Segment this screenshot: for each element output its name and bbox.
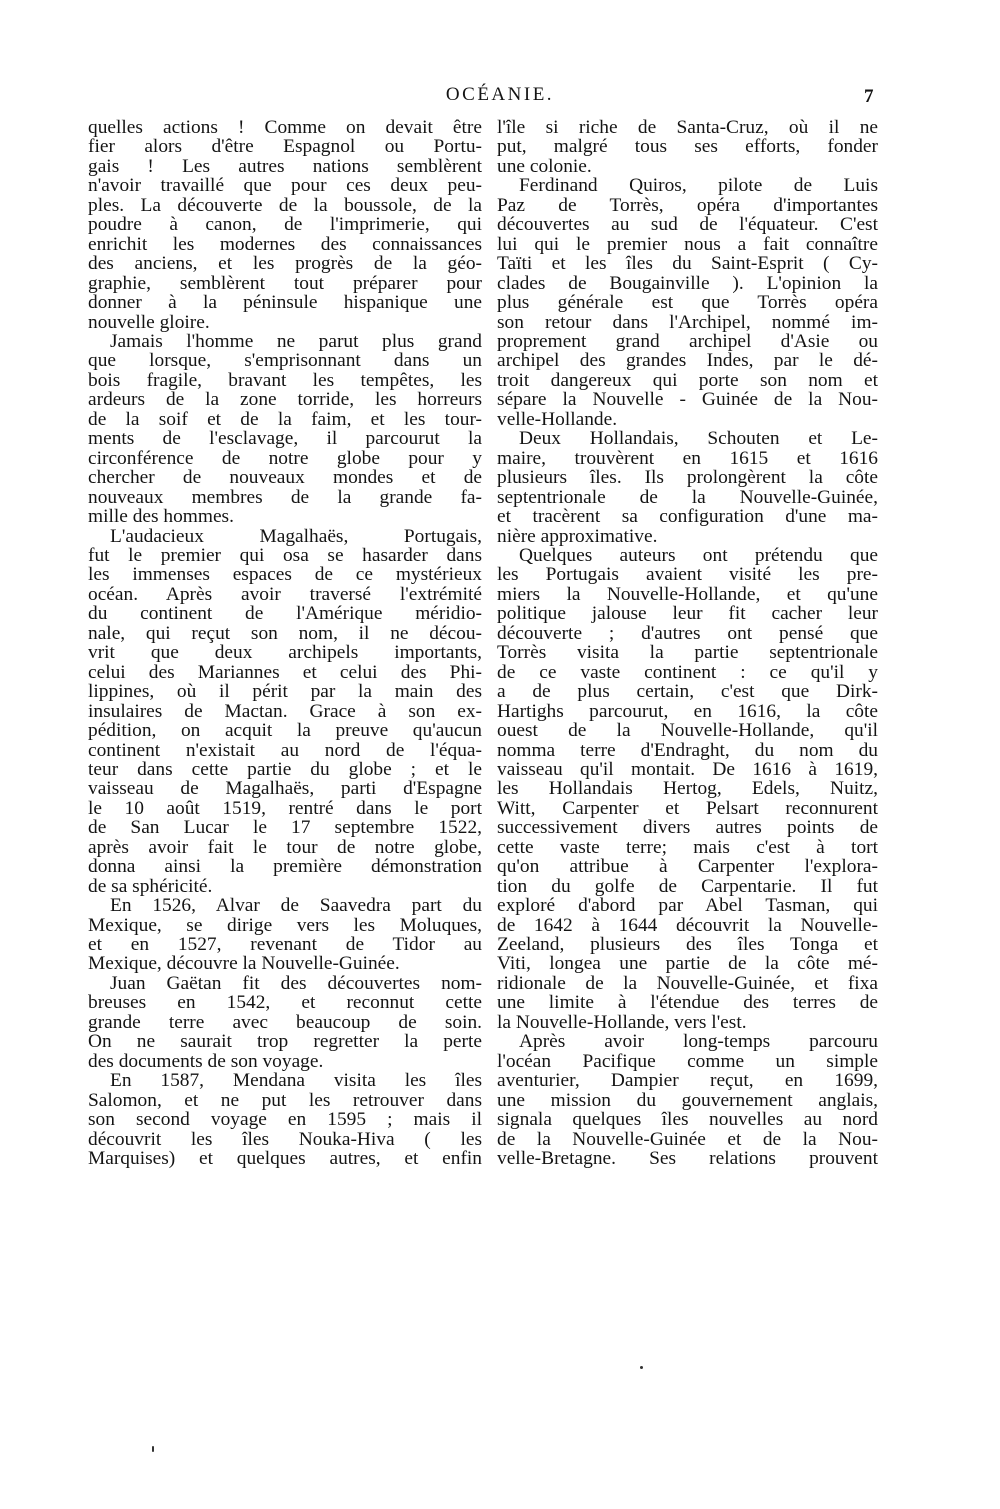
text-line: l'île si riche de Santa-Cruz, où il ne	[497, 117, 878, 138]
text-line: de sa sphéricité.	[88, 875, 213, 897]
text-line: celui des Mariannes et celui des Phi-	[88, 661, 482, 683]
text-line: découverte ; d'autres ont pensé que	[497, 622, 878, 644]
text-line: du continent de l'Amérique méridio-	[88, 603, 482, 625]
text-line: le 10 août 1519, rentré dans le port	[88, 797, 482, 819]
text-line: velle-Bretagne. Ses relations prouvent	[497, 1148, 878, 1170]
text-line: ouest de la Nouvelle-Hollande, qu'il	[497, 720, 878, 742]
text-line: des anciens, et les progrès de la géo-	[88, 253, 482, 275]
text-line: put, malgré tous ses efforts, fonder	[497, 136, 878, 158]
text-line: continent n'existait au nord de l'équa-	[88, 739, 482, 761]
left-text-column	[88, 118, 482, 1168]
text-line: et tracèrent sa configuration d'une ma-	[497, 506, 878, 528]
text-line: miers la Nouvelle-Hollande, et qu'une	[497, 583, 878, 605]
text-line: L'audacieux Magalhaës, Portugais,	[110, 525, 482, 547]
text-line: la Nouvelle-Hollande, vers l'est.	[497, 1011, 747, 1033]
text-line: a de plus certain, c'est que Dirk-	[497, 681, 878, 703]
text-line: océan. Après avoir traversé l'extrémité	[88, 583, 482, 605]
text-line: Mexique, découvre la Nouvelle-Guinée.	[88, 953, 400, 975]
text-line: proprement grand archipel d'Asie ou	[497, 330, 878, 352]
text-line: nale, qui reçut son nom, il ne décou-	[88, 622, 482, 644]
text-line: lui qui le premier nous a fait connaître	[497, 233, 878, 255]
text-line: lippines, où il périt par la main des	[88, 681, 482, 703]
text-line: aventurier, Dampier reçut, en 1699,	[497, 1070, 878, 1092]
text-line: ridionale de la Nouvelle-Guinée, et fixa	[497, 972, 878, 994]
text-line: troit dangereux qui porte son nom et	[497, 369, 878, 391]
text-line: n'avoir travaillé que pour ces deux peu-	[88, 175, 482, 197]
text-line: et en 1527, revenant de Tidor au	[88, 934, 482, 956]
text-line: ples. La découverte de la boussole, de la	[88, 194, 482, 216]
text-line: poudre à canon, de l'imprimerie, qui	[88, 214, 482, 236]
text-line: Quelques auteurs ont prétendu que	[519, 544, 878, 566]
text-line: signala quelques îles nouvelles au nord	[497, 1109, 878, 1131]
text-line: les Hollandais Hertog, Edels, Nuitz,	[497, 778, 878, 800]
text-line: Viti, longea une partie de la côte mé-	[497, 953, 878, 975]
text-line: Juan Gaëtan fit des découvertes nom-	[110, 972, 482, 994]
text-line: de la soif et de la faim, et les tour-	[88, 408, 482, 430]
running-title: OCÉANIE.	[445, 84, 555, 105]
text-line: exploré d'abord par Abel Tasman, qui	[497, 895, 878, 917]
text-line: vaisseau qu'il montait. De 1616 à 1619,	[497, 758, 878, 780]
text-line: l'océan Pacifique comme un simple	[497, 1050, 878, 1072]
text-line: Deux Hollandais, Schouten et Le-	[519, 428, 878, 450]
text-line: découvrit les îles Nouka-Hiva ( les	[88, 1128, 482, 1150]
text-line: politique jalouse leur fit cacher leur	[497, 603, 878, 625]
text-line: nière approximative.	[497, 525, 658, 547]
text-line: Zeeland, plusieurs des îles Tonga et	[497, 934, 878, 956]
text-line: enrichit les modernes des connaissances	[88, 233, 482, 255]
text-line: clades de Bougainville ). L'opinion la	[497, 272, 878, 294]
text-line: donna ainsi la première démonstration	[88, 856, 482, 878]
text-line: Mexique, se dirige vers les Moluques,	[88, 914, 482, 936]
text-line: Salomon, et ne put les retrouver dans	[88, 1089, 482, 1111]
text-line: nouvelle gloire.	[88, 311, 210, 333]
text-line: donner à la péninsule hispanique une	[88, 292, 482, 314]
text-line: sépare la Nouvelle - Guinée de la Nou-	[497, 389, 878, 411]
text-line: que lorsque, s'emprisonnant dans un	[88, 350, 482, 372]
text-line: quelles actions ! Comme on devait être	[88, 117, 482, 138]
text-line: tion du golfe de Carpentarie. Il fut	[497, 875, 878, 897]
text-line: velle-Hollande.	[497, 408, 618, 430]
text-line: maire, trouvèrent en 1615 et 1616	[497, 447, 878, 469]
text-line: une mission du gouvernement anglais,	[497, 1089, 878, 1111]
text-line: une limite à l'étendue des terres de	[497, 992, 878, 1014]
text-line: Marquises) et quelques autres, et enfin	[88, 1148, 482, 1170]
text-line: de la Nouvelle-Guinée et de la Nou-	[497, 1128, 878, 1150]
text-line: les immenses espaces de ce mystérieux	[88, 564, 482, 586]
text-line: Taïti et les îles du Saint-Esprit ( Cy-	[497, 253, 878, 275]
text-line: Jamais l'homme ne parut plus grand	[110, 330, 482, 352]
text-line: fier alors d'être Espagnol ou Portu-	[88, 136, 482, 158]
text-line: Après avoir long-temps parcouru	[519, 1031, 878, 1053]
right-text-column	[497, 118, 878, 1168]
text-line: Torrès visita la partie septentrionale	[497, 642, 878, 664]
text-line: qu'on attribue à Carpenter l'explora-	[497, 856, 878, 878]
text-line: fut le premier qui osa se hasarder dans	[88, 544, 482, 566]
text-line: mille des hommes.	[88, 506, 234, 528]
text-line: grande terre avec beaucoup de soin.	[88, 1011, 482, 1033]
text-line: bois fragile, bravant les tempêtes, les	[88, 369, 482, 391]
text-line: circonférence de notre globe pour y	[88, 447, 482, 469]
text-line: graphie, semblèrent tout préparer pour	[88, 272, 482, 294]
text-line: Witt, Carpenter et Pelsart reconnurent	[497, 797, 878, 819]
text-line: ments de l'esclavage, il parcourut la	[88, 428, 482, 450]
text-line: nouveaux membres de la grande fa-	[88, 486, 482, 508]
text-line: une colonie.	[497, 155, 592, 177]
text-line: breuses en 1542, et reconnut cette	[88, 992, 482, 1014]
text-line: On ne saurait trop regretter la perte	[88, 1031, 482, 1053]
text-line: Ferdinand Quiros, pilote de Luis	[519, 175, 878, 197]
text-line: insulaires de Mactan. Grace à son ex-	[88, 700, 482, 722]
text-line: chercher de nouveaux mondes et de	[88, 467, 482, 489]
text-line: de San Lucar le 17 septembre 1522,	[88, 817, 482, 839]
text-line: Paz de Torrès, opéra d'importantes	[497, 194, 878, 216]
text-line: plusieurs îles. Ils prolongèrent la côte	[497, 467, 878, 489]
text-line: de ce vaste continent : ce qu'il y	[497, 661, 878, 683]
text-line: archipel des grandes Indes, par le dé-	[497, 350, 878, 372]
text-line: après avoir fait le tour de notre globe,	[88, 836, 482, 858]
scan-speck	[640, 1366, 643, 1369]
text-line: vaisseau de Magalhaës, parti d'Espagne	[88, 778, 482, 800]
text-line: son retour dans l'Archipel, nommé im-	[497, 311, 878, 333]
text-line: son second voyage en 1595 ; mais il	[88, 1109, 482, 1131]
text-line: des documents de son voyage.	[88, 1050, 324, 1072]
text-line: septentrionale de la Nouvelle-Guinée,	[497, 486, 878, 508]
text-line: teur dans cette partie du globe ; et le	[88, 758, 482, 780]
text-line: ardeurs de la zone torride, les horreurs	[88, 389, 482, 411]
scan-speck	[152, 1446, 154, 1452]
text-line: En 1587, Mendana visita les îles	[110, 1070, 482, 1092]
text-line: les Portugais avaient visité les pre-	[497, 564, 878, 586]
text-line: de 1642 à 1644 découvrit la Nouvelle-	[497, 914, 878, 936]
page-number: 7	[864, 86, 874, 107]
text-line: découvertes au sud de l'équateur. C'est	[497, 214, 878, 236]
text-line: vrit que deux archipels importants,	[88, 642, 482, 664]
text-line: gais ! Les autres nations semblèrent	[88, 155, 482, 177]
text-line: Hartighs parcourut, en 1616, la côte	[497, 700, 878, 722]
text-line: En 1526, Alvar de Saavedra part du	[110, 895, 482, 917]
text-line: nomma terre d'Endraght, du nom du	[497, 739, 878, 761]
text-line: plus générale est que Torrès opéra	[497, 292, 878, 314]
text-line: successivement divers autres points de	[497, 817, 878, 839]
text-line: pédition, on acquit la preuve qu'aucun	[88, 720, 482, 742]
text-line: cette vaste terre; mais c'est à tort	[497, 836, 878, 858]
